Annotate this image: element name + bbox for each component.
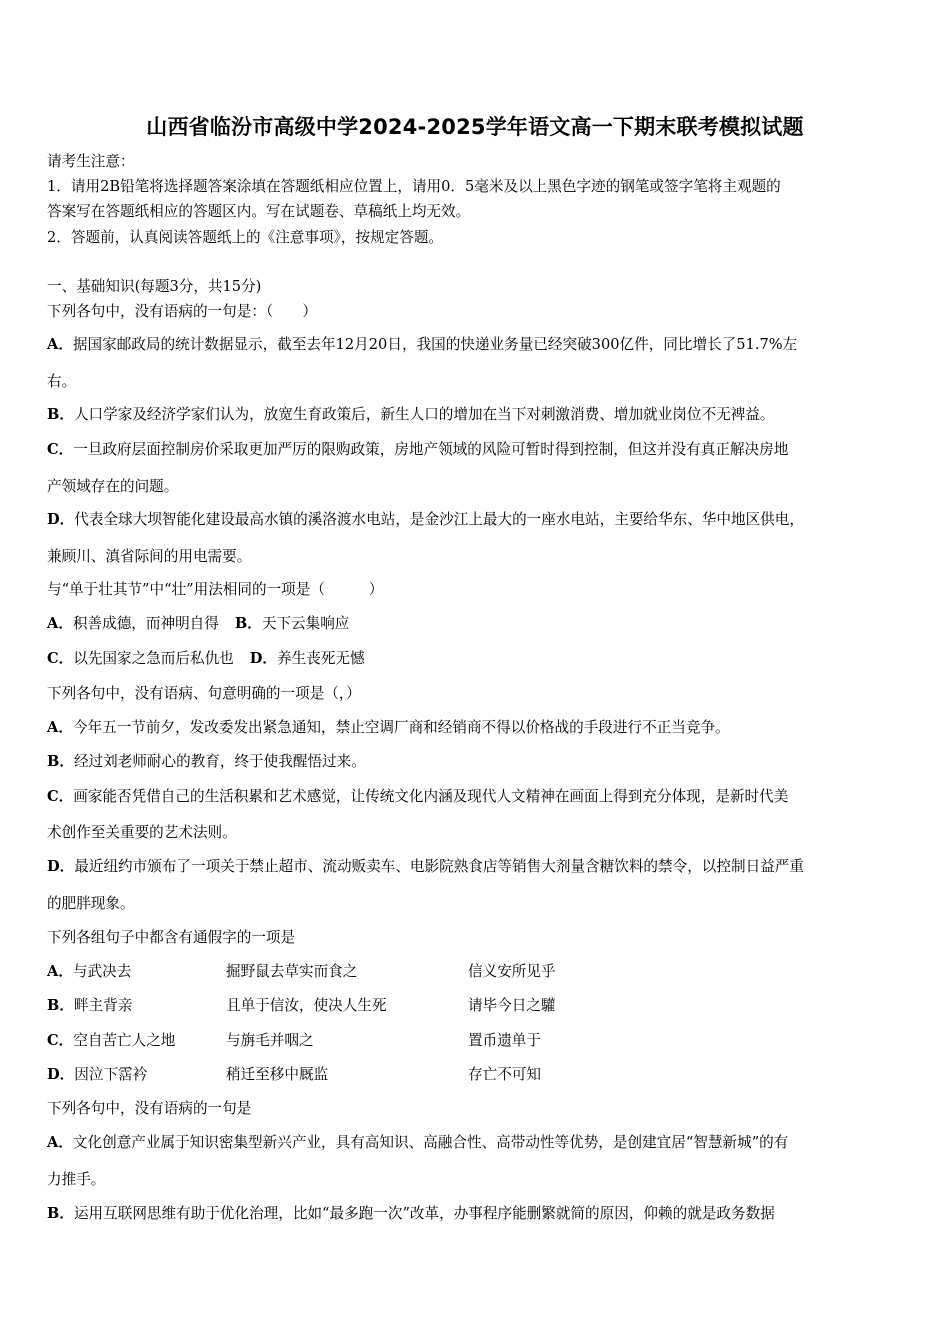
- question-1-option-c: [47, 440, 788, 460]
- question-1-option-a: [47, 335, 797, 355]
- option-text: 存亡不可知: [468, 1066, 541, 1083]
- option-label: D．: [249, 650, 278, 667]
- question-1-option-c-cont: 产领域存在的问题。: [47, 478, 179, 495]
- question-4-option-a: [0, 962, 950, 982]
- option-label: B．: [234, 615, 262, 632]
- option-text: 代表全球大坝智能化建设最高水镇的溪洛渡水电站，是金沙江上最大的一座水电站，主要给华东、华中地区供电，: [74, 511, 804, 528]
- option-text: 与旃毛并咽之: [226, 1032, 314, 1049]
- option-label: B．: [47, 753, 74, 770]
- option-text: 最近纽约市颁布了一项关于禁止超市、流动贩卖车、电影院熟食店等销售大剂量含糖饮料的禁令，以控制日益严重: [74, 858, 804, 875]
- question-1-option-a-cont: 右。: [47, 373, 77, 390]
- option-label: C．: [47, 441, 74, 458]
- question-5-stem: 下列各句中，没有语病的一句是: [47, 1100, 252, 1117]
- option-label: D．: [47, 1066, 75, 1083]
- option-text: 积善成德，而神明自得: [72, 615, 219, 632]
- option-text: 一旦政府层面控制房价采取更加严厉的限购政策，房地产领域的风险可暂时得到控制，但这并没有真正解决房地: [73, 441, 789, 458]
- question-5-option-a: [47, 1133, 788, 1153]
- section-heading: 一、基础知识(每题3分，共15分): [47, 278, 262, 295]
- question-2-options-cd: [47, 649, 365, 669]
- option-text: 掘野鼠去草实而食之: [226, 963, 358, 980]
- question-4-option-d: [0, 1065, 950, 1085]
- question-1-option-d-cont: 兼顾川、滇省际间的用电需要。: [47, 548, 252, 565]
- option-text: 畔主背亲: [73, 997, 133, 1014]
- option-label: B．: [47, 997, 74, 1014]
- notice-item-1-cont: 答案写在答题纸相应的答题区内。写在试题卷、草稿纸上均无效。: [47, 203, 471, 220]
- option-text: 据国家邮政局的统计数据显示，截至去年12月20日，我国的快递业务量已经突破300亿件，同比增长了51.7%左: [72, 336, 798, 353]
- question-3-stem: 下列各句中，没有语病、句意明确的一项是（，）: [47, 685, 361, 702]
- option-label: B．: [47, 1205, 74, 1222]
- option-text: 文化创意产业属于知识密集型新兴产业，具有高知识、高融合性、高带动性等优势，是创建宜居“智慧新城”的有: [72, 1134, 789, 1151]
- option-label: A．: [47, 1134, 73, 1151]
- option-text: 空自苦亡人之地: [73, 1032, 176, 1049]
- notice-item-2: 2．答题前，认真阅读答题纸上的《注意事项》，按规定答题。: [47, 229, 444, 246]
- question-5-option-a-cont: 力推手。: [47, 1171, 106, 1188]
- option-text: 画家能否凭借自己的生活积累和艺术感觉，让传统文化内涵及现代人文精神在画面上得到充分体现，是新时代美: [73, 788, 789, 805]
- option-label: A．: [47, 963, 73, 980]
- question-1-stem: 下列各句中，没有语病的一句是：（ ）: [47, 303, 317, 320]
- option-label: C．: [47, 788, 74, 805]
- option-label: C．: [47, 650, 74, 667]
- option-text: 请毕今日之驩: [468, 997, 556, 1014]
- option-text: 置币遗单于: [468, 1032, 541, 1049]
- question-4-option-b: [0, 996, 950, 1016]
- question-1-option-b: [47, 405, 774, 425]
- option-label: A．: [47, 336, 73, 353]
- option-text: 养生丧死无憾: [277, 650, 365, 667]
- option-label: C．: [47, 1032, 74, 1049]
- question-3-option-a: [47, 718, 730, 738]
- question-3-option-d: [47, 857, 804, 877]
- question-5-option-b: [47, 1204, 775, 1224]
- question-3-option-c: [47, 787, 788, 807]
- question-3-option-b: [47, 752, 366, 772]
- option-text: 人口学家及经济学家们认为，放宽生育政策后，新生人口的增加在当下对刺激消费、增加就业岗位不无裨益。: [73, 406, 775, 423]
- option-label: D．: [47, 858, 75, 875]
- option-label: A．: [47, 719, 73, 736]
- notice-item-1: 1．请用2B铅笔将选择题答案涂填在答题纸相应位置上，请用0．5毫米及以上黑色字迹的钢笔或签字笔将主观题的: [47, 178, 781, 195]
- question-2-stem: 与“单于壮其节”中“壮”用法相同的一项是（ ）: [47, 581, 384, 598]
- question-4-stem: 下列各组句子中都含有通假字的一项是: [47, 929, 296, 946]
- option-label: D．: [47, 511, 75, 528]
- question-3-option-d-cont: 的肥胖现象。: [47, 895, 135, 912]
- option-text: 信义安所见乎: [468, 963, 556, 980]
- option-text: 与武决去: [72, 963, 132, 980]
- option-text: 今年五一节前夕，发改委发出紧急通知，禁止空调厂商和经销商不得以价格战的手段进行不正当竞争。: [72, 719, 730, 736]
- option-text: 天下云集响应: [261, 615, 350, 632]
- question-3-option-c-cont: 术创作至关重要的艺术法则。: [47, 824, 237, 841]
- question-4-option-c: [0, 1031, 950, 1051]
- question-1-option-d: [47, 510, 804, 530]
- notice-heading: 请考生注意：: [47, 153, 135, 170]
- question-2-options-ab: [47, 614, 349, 634]
- option-text: 运用互联网思维有助于优化治理，比如“最多跑一次”改革，办事程序能删繁就简的原因，仰赖的就是政务数据: [73, 1205, 775, 1222]
- option-label: B．: [47, 406, 74, 423]
- option-label: A．: [47, 615, 73, 632]
- option-text: 以先国家之急而后私仇也: [73, 650, 234, 667]
- option-text: 因泣下霑衿: [74, 1066, 148, 1083]
- option-text: 稍迁至移中厩监: [226, 1066, 329, 1083]
- option-text: 经过刘老师耐心的教育，终于使我醒悟过来。: [73, 753, 366, 770]
- page-title: 山西省临汾市高级中学2024-2025学年语文高一下期末联考模拟试题: [146, 115, 804, 139]
- option-text: 且单于信汝，使决人生死: [226, 997, 387, 1014]
